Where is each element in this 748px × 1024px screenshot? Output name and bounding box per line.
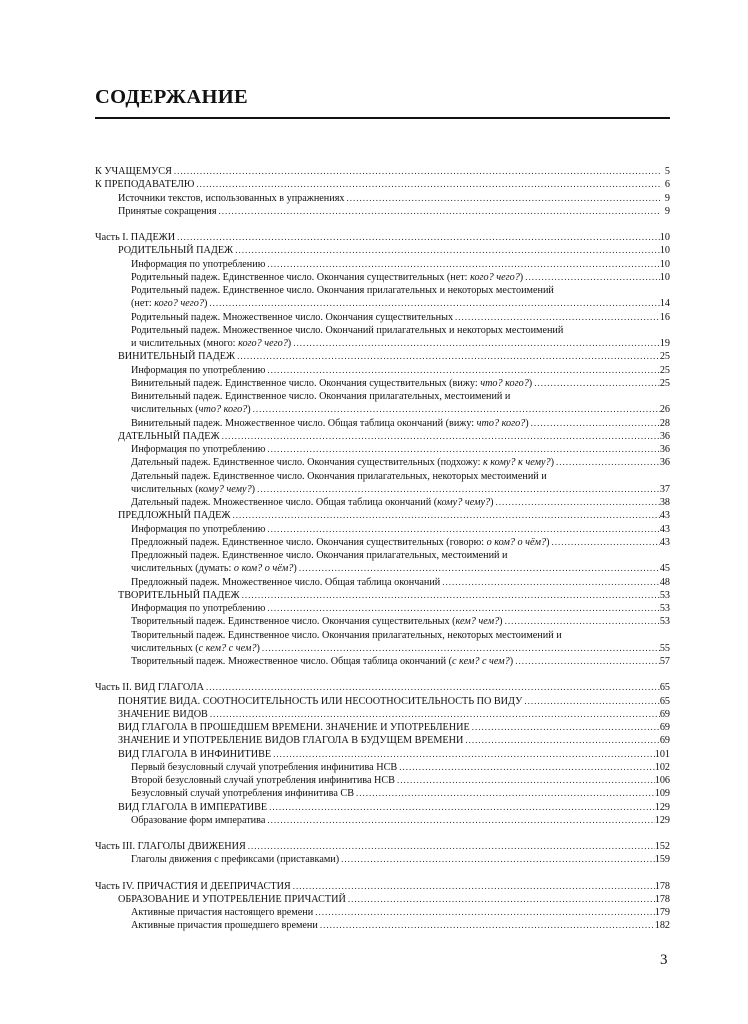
toc-leader-dots (217, 205, 660, 218)
toc-leader-dots (313, 906, 655, 919)
toc-entry-text: Дательный падеж. Множественное число. Общая таблица окончаний (кому? чему?) (131, 497, 494, 508)
toc-page-number: 10 (659, 232, 670, 243)
toc-entry[interactable] (95, 893, 670, 906)
toc-leader-dots (235, 350, 660, 363)
toc-entry-text: ПРЕДЛОЖНЫЙ ПАДЕЖ (118, 510, 231, 522)
toc-page-number: 106 (654, 775, 670, 786)
toc-entry[interactable] (95, 496, 670, 509)
table-of-contents (95, 165, 670, 933)
toc-leader-dots (532, 377, 660, 390)
toc-entry[interactable] (95, 443, 670, 456)
toc-entry[interactable] (95, 377, 670, 390)
toc-entry-text: ЗНАЧЕНИЕ ВИДОВ (118, 708, 208, 720)
toc-entry-text: ОБРАЗОВАНИЕ И УПОТРЕБЛЕНИЕ ПРИЧАСТИЙ (118, 893, 346, 905)
toc-entry-text: Активные причастия прошедшего времени (131, 920, 318, 932)
toc-page-number: 36 (659, 444, 670, 455)
toc-entry[interactable] (95, 919, 670, 932)
toc-leader-dots (220, 430, 660, 443)
page-title: СОДЕРЖАНИЕ (95, 86, 248, 108)
toc-entry-text-line1: Дательный падеж. Единственное число. Окончания прилагательных, некоторых местоимений и (131, 470, 547, 482)
toc-page-number: 43 (659, 510, 670, 522)
toc-entry[interactable] (95, 589, 670, 602)
toc-entry-text: Предложный падеж. Единственное число. Окончания существительных (говорю: о ком? о чём?) (131, 536, 550, 548)
toc-leader-dots (265, 523, 659, 536)
toc-entry-text: и числительных (много: кого? чего?) (131, 338, 292, 349)
toc-entry-text: Часть III. ГЛАГОЛЫ ДВИЖЕНИЯ (95, 841, 246, 852)
toc-entry[interactable] (95, 311, 670, 324)
toc-entry[interactable] (95, 880, 670, 893)
toc-entry[interactable] (95, 906, 670, 919)
toc-page-number: 69 (659, 735, 670, 747)
toc-page-number: 57 (659, 656, 670, 667)
toc-entry-text: Образование форм императива (131, 814, 266, 826)
toc-page-number: 129 (654, 801, 670, 813)
toc-page-number: 6 (664, 179, 670, 191)
toc-entry-text: Творительный падеж. Множественное число. Общая таблица окончаний (с кем? с чем?) (131, 656, 514, 667)
toc-entry-text: числительных (кому? чему?) (131, 483, 256, 495)
toc-entry-text: Источники текстов, использованных в упражнениях (118, 192, 345, 204)
toc-leader-dots (297, 562, 660, 575)
toc-entry-text: Информация по употреблению (131, 444, 266, 455)
toc-leader-dots (265, 814, 654, 827)
toc-page-number: 159 (654, 854, 670, 866)
toc-page-number: 69 (659, 722, 670, 733)
toc-leader-dots (265, 602, 659, 615)
toc-section-gap (95, 827, 670, 840)
toc-entry[interactable] (95, 629, 670, 656)
toc-leader-dots (240, 589, 660, 602)
toc-entry-text: К ПРЕПОДАВАТЕЛЮ (95, 179, 195, 191)
toc-entry[interactable] (95, 231, 670, 244)
toc-leader-dots (470, 721, 660, 734)
toc-leader-dots (440, 576, 660, 589)
toc-entry[interactable] (95, 523, 670, 536)
toc-leader-dots (346, 893, 655, 906)
toc-page-number: 25 (659, 351, 670, 363)
toc-leader-dots (453, 311, 660, 324)
toc-entry-text: Второй безусловный случай употребления инфинитива НСВ (131, 775, 395, 786)
toc-entry-text: Дательный падеж. Единственное число. Окончания существительных (подхожу: к кому? к чему?) (131, 457, 555, 469)
toc-entry[interactable] (95, 761, 670, 774)
toc-leader-dots (265, 364, 659, 377)
toc-page-number: 10 (659, 258, 670, 270)
toc-leader-dots (318, 919, 655, 932)
toc-section-gap (95, 867, 670, 880)
toc-entry-text: ТВОРИТЕЛЬНЫЙ ПАДЕЖ (118, 589, 240, 601)
toc-leader-dots (529, 417, 660, 430)
toc-entry-text: Часть I. ПАДЕЖИ (95, 232, 176, 243)
toc-entry[interactable] (95, 814, 670, 827)
toc-entry[interactable] (95, 695, 670, 708)
toc-entry[interactable] (95, 509, 670, 522)
toc-entry[interactable] (95, 853, 670, 866)
toc-page-number: 53 (659, 589, 670, 601)
toc-entry[interactable] (95, 576, 670, 589)
toc-page-number: 102 (654, 761, 670, 773)
toc-entry[interactable] (95, 536, 670, 549)
toc-entry[interactable] (95, 165, 670, 178)
toc-entry-text: РОДИТЕЛЬНЫЙ ПАДЕЖ (118, 245, 234, 257)
toc-leader-dots (265, 258, 659, 271)
toc-entry-text: ВИНИТЕЛЬНЫЙ ПАДЕЖ (118, 351, 236, 363)
toc-entry[interactable] (95, 417, 670, 430)
toc-page-number: 152 (654, 841, 670, 852)
toc-entry[interactable] (95, 615, 670, 628)
toc-entry-text: Родительный падеж. Единственное число. Окончания существительных (нет: кого? чего?) (131, 271, 524, 283)
toc-entry[interactable] (95, 258, 670, 271)
toc-leader-dots (204, 681, 660, 694)
toc-leader-dots (523, 271, 660, 284)
toc-page-number: 43 (659, 523, 670, 535)
toc-entry-text: Часть II. ВИД ГЛАГОЛА (95, 682, 204, 694)
toc-page-number: 55 (659, 642, 670, 654)
toc-entry-text: Винительный падеж. Единственное число. Окончания существительных (вижу: что? кого?) (131, 377, 533, 389)
toc-entry-text: К УЧАЩЕМУСЯ (95, 166, 172, 177)
toc-leader-dots (513, 655, 660, 668)
toc-page-number: 65 (659, 682, 670, 694)
toc-leader-dots (208, 708, 660, 721)
toc-entry-text: Информация по употреблению (131, 258, 266, 270)
toc-entry[interactable] (95, 324, 670, 351)
toc-entry[interactable] (95, 774, 670, 787)
toc-page-number: 28 (659, 417, 670, 429)
toc-page-number: 25 (659, 377, 670, 389)
toc-page-number: 69 (659, 708, 670, 720)
toc-leader-dots (172, 165, 660, 178)
toc-entry[interactable] (95, 801, 670, 814)
toc-entry-text: Предложный падеж. Множественное число. Общая таблица окончаний (131, 576, 441, 588)
toc-entry-text: числительных (думать: о ком? о чём?) (131, 563, 297, 575)
toc-entry[interactable] (95, 430, 670, 443)
toc-page-number: 179 (654, 907, 670, 918)
toc-leader-dots (397, 761, 655, 774)
toc-entry-text: Активные причастия настоящего времени (131, 907, 314, 918)
toc-page-number: 19 (659, 338, 670, 349)
toc-page-number: 178 (654, 893, 670, 905)
toc-leader-dots (260, 642, 660, 655)
toc-leader-dots (255, 483, 660, 496)
toc-entry[interactable] (95, 734, 670, 747)
toc-entry[interactable] (95, 205, 670, 218)
toc-leader-dots (522, 695, 660, 708)
toc-entry-text: Винительный падеж. Множественное число. Общая таблица окончаний (вижу: что? кого?) (131, 417, 529, 429)
toc-page-number: 182 (654, 920, 670, 932)
toc-entry-text: Безусловный случай употребления инфинитива СВ (131, 788, 355, 800)
toc-entry-text: числительных (с кем? с чем?) (131, 642, 260, 654)
toc-page-number: 9 (664, 205, 670, 217)
toc-entry[interactable] (95, 364, 670, 377)
toc-leader-dots (554, 456, 660, 469)
toc-leader-dots (291, 880, 655, 893)
toc-leader-dots (246, 840, 655, 853)
toc-entry[interactable] (95, 271, 670, 284)
toc-page-number: 48 (659, 576, 670, 588)
toc-entry[interactable] (95, 787, 670, 800)
toc-entry-text: Творительный падеж. Единственное число. Окончания существительных (кем? чем?) (131, 616, 503, 628)
toc-leader-dots (267, 801, 655, 814)
toc-leader-dots (265, 443, 659, 456)
toc-leader-dots (339, 853, 655, 866)
toc-page-number: 9 (664, 192, 670, 204)
toc-entry-text: Первый безусловный случай употребления инфинитива НСВ (131, 761, 398, 773)
toc-leader-dots (344, 192, 660, 205)
toc-entry-text: числительных (что? кого?) (131, 404, 251, 416)
toc-entry-text-line1: Предложный падеж. Единственное число. Окончания прилагательных, местоимений и (131, 550, 508, 561)
toc-page-number: 45 (659, 563, 670, 575)
toc-page-number: 16 (659, 311, 670, 323)
toc-section-gap (95, 668, 670, 681)
toc-page-number: 14 (659, 298, 670, 310)
toc-entry-text: ВИД ГЛАГОЛА В ИМПЕРАТИВЕ (118, 801, 268, 813)
toc-entry[interactable] (95, 192, 670, 205)
toc-page-number: 101 (654, 748, 670, 760)
toc-entry[interactable] (95, 721, 670, 734)
toc-page-number: 36 (659, 457, 670, 469)
toc-leader-dots (550, 536, 660, 549)
toc-entry[interactable] (95, 244, 670, 257)
toc-leader-dots (175, 231, 660, 244)
toc-leader-dots (194, 178, 660, 191)
toc-page-number: 129 (654, 814, 670, 826)
toc-page-number: 178 (654, 880, 670, 892)
page-number: 3 (660, 952, 668, 968)
toc-entry-text: Информация по употреблению (131, 364, 266, 376)
toc-entry[interactable] (95, 456, 670, 469)
toc-entry-text-line1: Винительный падеж. Единственное число. Окончания прилагательных, местоимений и (131, 391, 511, 402)
toc-page-number: 109 (654, 788, 670, 800)
toc-leader-dots (395, 774, 655, 787)
toc-entry-text: (нет: кого? чего?) (131, 298, 208, 310)
toc-page-number: 5 (664, 166, 670, 177)
toc-entry-text: Принятые сокращения (118, 205, 217, 217)
toc-leader-dots (291, 337, 660, 350)
toc-page-number: 53 (659, 616, 670, 628)
toc-page-number: 37 (659, 483, 670, 495)
toc-page-number: 10 (659, 245, 670, 257)
toc-leader-dots (494, 496, 660, 509)
toc-page-number: 10 (659, 271, 670, 283)
toc-entry[interactable] (95, 840, 670, 853)
toc-entry[interactable] (95, 470, 670, 497)
toc-leader-dots (207, 297, 659, 310)
toc-page-number: 43 (659, 536, 670, 548)
toc-entry-text: Часть IV. ПРИЧАСТИЯ И ДЕЕПРИЧАСТИЯ (95, 880, 291, 892)
toc-entry[interactable] (95, 748, 670, 761)
toc-leader-dots (231, 509, 660, 522)
toc-entry[interactable] (95, 390, 670, 417)
toc-entry-text: Глаголы движения с префиксами (приставками) (131, 854, 340, 866)
toc-entry[interactable] (95, 681, 670, 694)
toc-leader-dots (251, 403, 660, 416)
toc-page-number: 65 (659, 695, 670, 707)
toc-page-number: 53 (659, 603, 670, 614)
toc-leader-dots (503, 615, 660, 628)
toc-entry-text: ЗНАЧЕНИЕ И УПОТРЕБЛЕНИЕ ВИДОВ ГЛАГОЛА В БУДУЩЕМ ВРЕМЕНИ (118, 735, 464, 747)
toc-entry[interactable] (95, 350, 670, 363)
toc-entry-text: ПОНЯТИЕ ВИДА. СООТНОСИТЕЛЬНОСТЬ ИЛИ НЕСООТНОСИТЕЛЬНОСТЬ ПО ВИДУ (118, 695, 523, 707)
toc-section-gap (95, 218, 670, 231)
toc-entry[interactable] (95, 655, 670, 668)
toc-leader-dots (233, 244, 660, 257)
toc-leader-dots (354, 787, 655, 800)
toc-entry-text-line1: Родительный падеж. Множественное число. Окончаний прилагательных и некоторых местоимений (131, 324, 564, 336)
toc-page-number: 38 (659, 497, 670, 508)
toc-entry[interactable] (95, 178, 670, 191)
toc-page-number: 25 (659, 364, 670, 376)
toc-leader-dots (271, 748, 655, 761)
title-rule (95, 117, 670, 119)
toc-entry-text-line1: Родительный падеж. Единственное число. Окончания прилагательных и некоторых местоимений (131, 285, 554, 296)
toc-entry[interactable] (95, 284, 670, 311)
toc-page-number: 26 (659, 404, 670, 416)
toc-entry-text: Информация по употреблению (131, 603, 266, 614)
toc-entry[interactable] (95, 549, 670, 576)
toc-page-number: 36 (659, 430, 670, 442)
toc-entry-text: ВИД ГЛАГОЛА В ПРОШЕДШЕМ ВРЕМЕНИ. ЗНАЧЕНИЕ И УПОТРЕБЛЕНИЕ (118, 722, 470, 733)
toc-entry-text: ДАТЕЛЬНЫЙ ПАДЕЖ (118, 430, 220, 442)
toc-entry-text: Информация по употреблению (131, 523, 266, 535)
toc-entry[interactable] (95, 708, 670, 721)
toc-entry-text-line1: Творительный падеж. Единственное число. Окончания прилагательных, некоторых местоимений и (131, 629, 562, 641)
toc-leader-dots (463, 734, 659, 747)
toc-entry[interactable] (95, 602, 670, 615)
toc-entry-text: ВИД ГЛАГОЛА В ИНФИНИТИВЕ (118, 748, 272, 760)
toc-entry-text: Родительный падеж. Множественное число. Окончания существительных (131, 311, 454, 323)
